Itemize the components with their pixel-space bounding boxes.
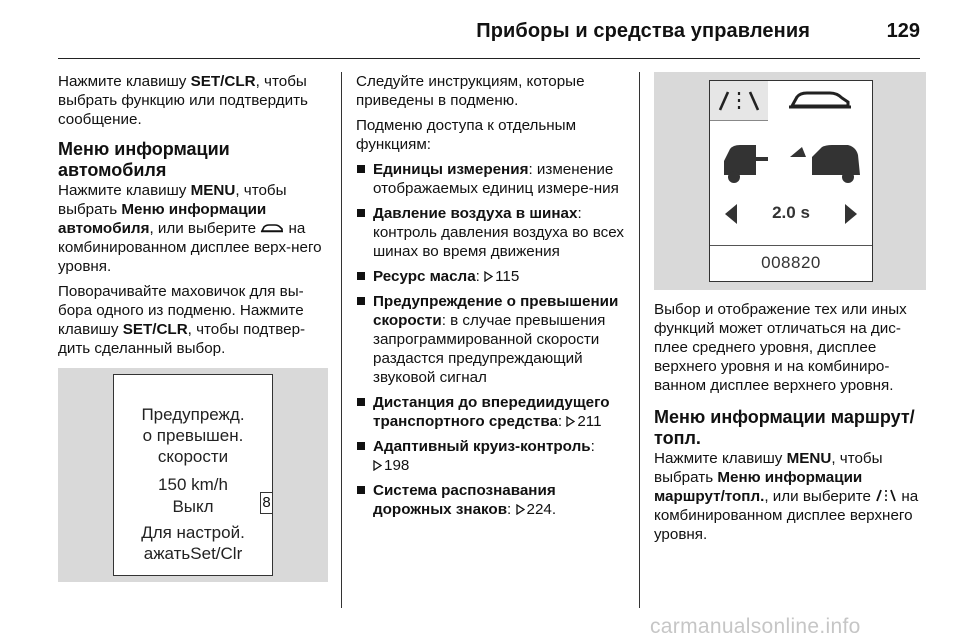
vehicle-info-paragraph: Нажмите клавишу MENU, чтобы выбрать Меню информации автомобиля, или выберите на комбинированном дисплее верх-него уровня.	[58, 182, 322, 275]
page-reference-icon	[373, 460, 382, 471]
speed-warning-display-figure	[58, 368, 328, 582]
bullet-icon	[357, 486, 365, 494]
dial-paragraph: Поворачивайте маховичок для вы-бора одного из подменю. Нажмите клавишу SET/CLR, чтобы подтвер-дить сделанный выбор.	[58, 283, 306, 357]
list-item: Дистанция до впередиидущего транспортного средства: 211	[356, 393, 624, 431]
bullet-icon	[357, 398, 365, 406]
time-readout: 2.0 s	[772, 203, 810, 222]
running-title: Приборы и средства управления	[476, 20, 810, 42]
display-line: Для настрой.	[141, 523, 245, 542]
key-menu: MENU	[190, 182, 236, 199]
list-item: Предупреждение о превышении скорости: в случае превышения запрограммированной скорости раздастся предупреждающий звуковой сигнал	[356, 292, 624, 387]
menu-name: Меню информации автомобиля	[58, 201, 267, 237]
list-item: Ресурс масла: 115	[356, 267, 624, 286]
road-icon	[716, 88, 762, 114]
page-indicator-badge: 8	[260, 492, 273, 514]
bullet-icon	[357, 297, 365, 305]
submenu-intro-paragraph: Подменю доступа к отдельным функциям:	[356, 117, 577, 153]
instructions-paragraph: Следуйте инструкциям, которые приведены в подменю.	[356, 73, 585, 109]
section-heading-trip-info: Меню информации маршрут/топл.	[654, 407, 915, 448]
section-heading-vehicle-info: Меню информации автомобиля	[58, 139, 230, 180]
trip-info-paragraph: Нажмите клавишу MENU, чтобы выбрать Меню информации маршрут/топл., или выберите на комбинированном дисплее верхнего уровня.	[654, 450, 919, 543]
list-item: Давление воздуха в шинах: контроль давления воздуха во всех шинах во время движения	[356, 204, 624, 261]
display-line: Выкл	[172, 497, 214, 516]
bullet-icon	[357, 442, 365, 450]
column-1	[58, 72, 326, 364]
vehicle-tab	[768, 81, 872, 121]
page-reference[interactable]: 198	[384, 457, 410, 474]
road-icon	[875, 489, 897, 502]
key-menu: MENU	[786, 450, 832, 467]
page-reference-icon	[484, 271, 493, 282]
car-icon	[260, 223, 284, 234]
watermark: carmanualsonline.info	[650, 615, 861, 638]
page-reference[interactable]: 224.	[526, 501, 557, 518]
car-door-open-icon	[716, 137, 866, 185]
trip-display-figure	[654, 72, 926, 290]
display-difference-paragraph: Выбор и отображение тех или иных функций может отличаться на дис-плее среднего уровня, дисплее верхнего уровня и на комбиниро-ванном дисплее верхнего уровня.	[654, 301, 907, 394]
display-line: 150 km/h	[158, 475, 228, 494]
column-2	[356, 72, 624, 525]
bullet-icon	[357, 272, 365, 280]
page-reference[interactable]: 115	[495, 268, 520, 285]
bullet-icon	[357, 165, 365, 173]
display-frame	[709, 80, 873, 282]
display-frame	[113, 374, 273, 576]
list-item: Адаптивный круиз-контроль: 198	[356, 437, 624, 475]
page-reference[interactable]: 211	[577, 413, 602, 430]
submenu-list	[356, 160, 624, 519]
odometer-separator	[710, 245, 872, 246]
page-number: 129	[886, 20, 920, 42]
display-line: ажатьSet/Clr	[143, 544, 243, 563]
display-line: о превышен.	[142, 426, 244, 445]
column-divider-2	[639, 72, 640, 608]
car-icon	[788, 89, 852, 113]
display-line: скорости	[157, 447, 229, 466]
intro-paragraph: Нажмите клавишу SET/CLR, чтобы выбрать функцию или подтвердить сообщение.	[58, 73, 308, 128]
display-tab-bar	[710, 81, 872, 121]
list-item: Единицы измерения: изменение отображаемых единиц измере-ния	[356, 160, 624, 198]
page-reference-icon	[566, 416, 575, 427]
key-set-clr-2: SET/CLR	[122, 321, 188, 338]
header-rule	[58, 58, 920, 59]
menu-name: Меню информации маршрут/топл.	[654, 469, 863, 505]
list-item: Система распознавания дорожных знаков: 224.	[356, 481, 624, 519]
bullet-icon	[357, 209, 365, 217]
key-set-clr: SET/CLR	[190, 73, 256, 90]
display-line: Предупрежд.	[141, 405, 245, 424]
column-divider-1	[341, 72, 342, 608]
column-3	[654, 300, 924, 550]
page-header	[0, 0, 960, 60]
odometer-readout: 008820	[761, 253, 821, 272]
page-reference-icon	[516, 504, 525, 515]
arrow-right-icon	[844, 203, 858, 225]
